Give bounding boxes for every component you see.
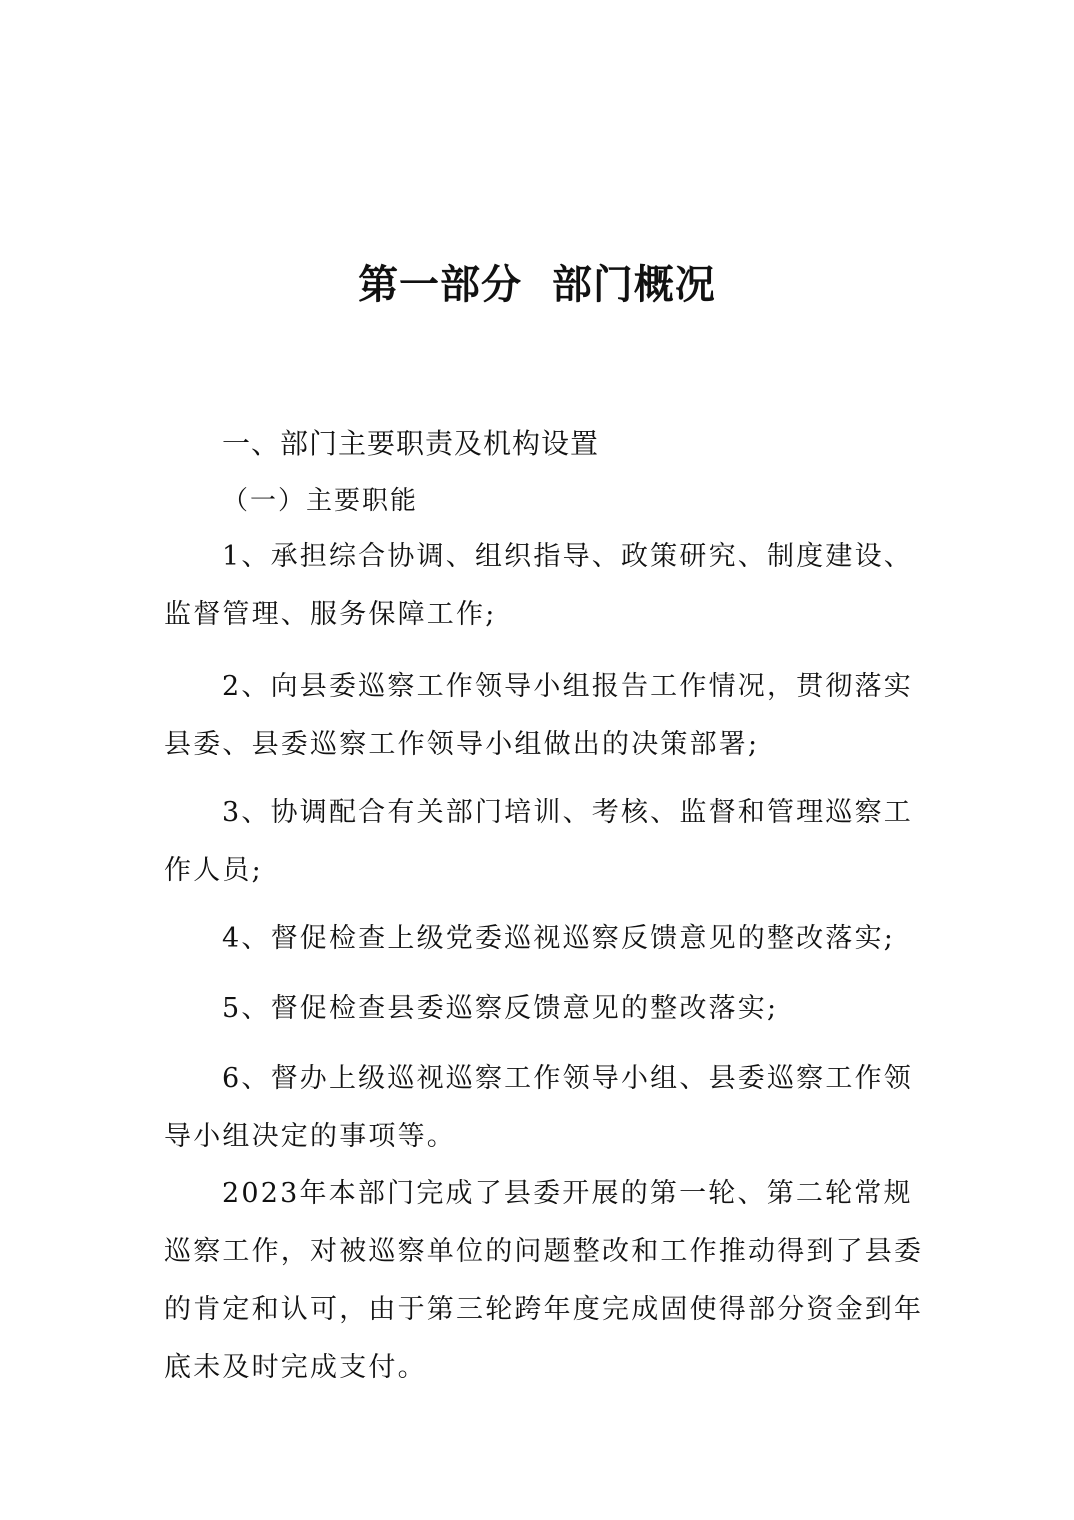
subsection-heading: （一）主要职能 [222,486,419,516]
duty-item-6: 6、督办上级巡视巡察工作领导小组、县委巡察工作领导小组决定的事项等。 [164,1063,913,1152]
section-heading: 一、部门主要职责及机构设置 [222,427,600,460]
duty-item-4: 4、督促检查上级党委巡视巡察反馈意见的整改落实; [222,923,896,954]
summary-paragraph: 2023年本部门完成了县委开展的第一轮、第二轮常规巡察工作，对被巡察单位的问题整改和工作推动得到了县委的肯定和认可，由于第三轮跨年度完成固使得部分资金到年底未及时完成支付。 [164,1178,924,1383]
duty-item-3: 3、协调配合有关部门培训、考核、监督和管理巡察工作人员; [164,797,913,886]
page-title: 第一部分 部门概况 [358,261,716,308]
duty-item-5: 5、督促检查县委巡察反馈意见的整改落实; [222,993,779,1024]
duty-item-1: 1、承担综合协调、组织指导、政策研究、制度建设、监督管理、服务保障工作; [164,541,913,630]
duty-item-2: 2、向县委巡察工作领导小组报告工作情况，贯彻落实县委、县委巡察工作领导小组做出的决策部署; [164,671,913,760]
